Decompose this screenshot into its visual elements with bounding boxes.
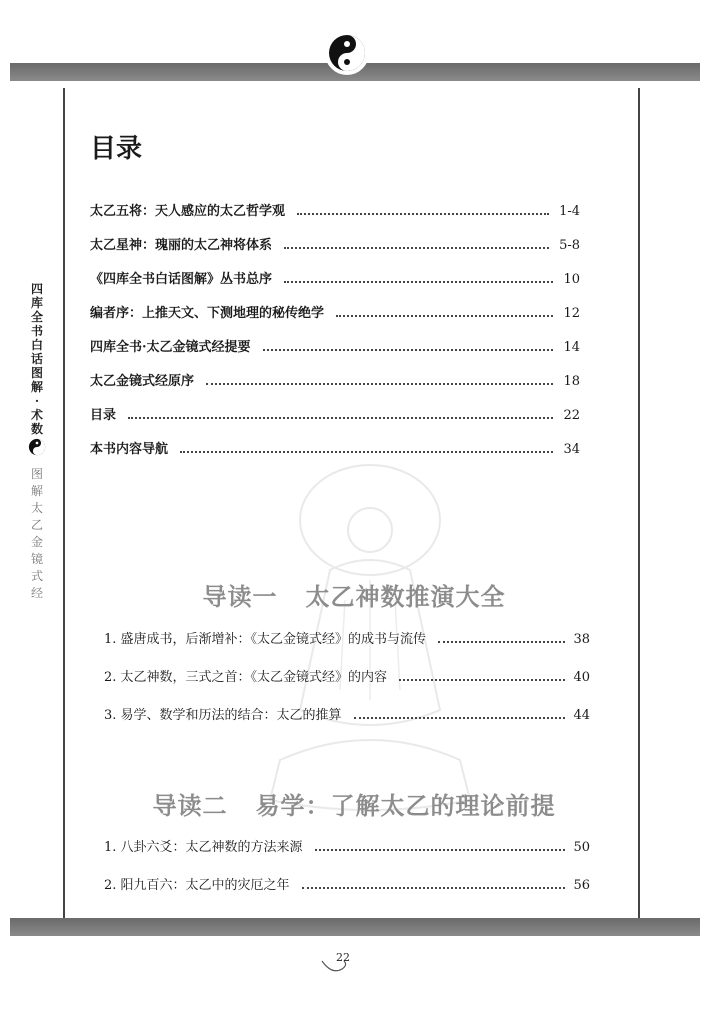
toc-entry-page: 38 <box>573 632 590 647</box>
guide2-heading <box>0 786 708 821</box>
toc-entry-page: 5-8 <box>559 238 580 253</box>
leader-dots <box>284 281 553 283</box>
toc-entry-title: 1. 八卦六爻：太乙神数的方法来源 <box>104 840 303 855</box>
toc-entry[interactable] <box>90 268 580 302</box>
toc-entry[interactable] <box>104 666 590 704</box>
toc-entry-title: 2. 太乙神数，三式之首：《太乙金镜式经》的内容 <box>104 670 388 685</box>
toc-entry-title: 太乙五将：天人感应的太乙哲学观 <box>90 204 286 219</box>
guide1-heading <box>0 577 708 612</box>
toc-entry-title: 1. 盛唐成书，后渐增补：《太乙金镜式经》的成书与流传 <box>104 632 427 647</box>
toc-entry-title: 太乙星神：瑰丽的太乙神将体系 <box>90 238 273 253</box>
yinyang-icon <box>325 31 369 75</box>
toc-entry-title: 四库全书·太乙金镜式经提要 <box>90 340 251 355</box>
guide1-list <box>104 628 590 742</box>
leader-dots <box>180 451 553 453</box>
toc-entry-page: 34 <box>563 442 580 457</box>
toc-entry[interactable] <box>90 302 580 336</box>
guide1-label: 导读一 <box>202 583 278 611</box>
toc-entry[interactable] <box>90 438 580 472</box>
leader-dots <box>206 383 553 385</box>
page-title: 目录 <box>90 134 143 164</box>
footer-band <box>10 918 700 936</box>
leader-dots <box>263 349 554 351</box>
toc-entry-page: 44 <box>573 708 590 723</box>
book-title-vertical: 图 解 太 乙 金 镜 式 经 <box>30 467 43 600</box>
toc-entry-page: 14 <box>563 340 580 355</box>
toc-entry-title: 2. 阳九百六：太乙中的灾厄之年 <box>104 878 290 893</box>
contents-list <box>90 200 580 472</box>
guide2-title: 易学：了解太乙的理论前提 <box>255 792 556 820</box>
toc-entry-page: 40 <box>573 670 590 685</box>
toc-entry-title: 编者序：上推天文、下测地理的秘传绝学 <box>90 306 325 321</box>
guide2-label: 导读二 <box>152 792 228 820</box>
toc-entry-page: 22 <box>563 408 580 423</box>
toc-entry[interactable] <box>104 628 590 666</box>
toc-entry-page: 18 <box>563 374 580 389</box>
toc-entry-page: 50 <box>573 840 590 855</box>
toc-entry[interactable] <box>104 704 590 742</box>
toc-entry-title: 目录 <box>90 408 117 423</box>
toc-entry[interactable] <box>90 234 580 268</box>
leader-dots <box>438 641 565 643</box>
toc-entry[interactable] <box>90 370 580 404</box>
leader-dots <box>284 247 549 249</box>
toc-entry[interactable] <box>90 200 580 234</box>
toc-entry[interactable] <box>90 404 580 438</box>
leader-dots <box>399 679 565 681</box>
guide2-list <box>104 836 590 912</box>
leader-dots <box>297 213 549 215</box>
leader-dots <box>336 315 553 317</box>
leader-dots <box>128 417 553 419</box>
toc-entry-page: 1-4 <box>559 204 580 219</box>
toc-entry-title: 《四库全书白话图解》丛书总序 <box>90 272 273 287</box>
toc-entry-page: 12 <box>563 306 580 321</box>
toc-entry[interactable] <box>90 336 580 370</box>
leader-dots <box>302 887 566 889</box>
toc-entry-page: 10 <box>563 272 580 287</box>
toc-entry[interactable] <box>104 874 590 912</box>
guide1-title: 太乙神数推演大全 <box>305 583 506 611</box>
toc-entry-page: 56 <box>573 878 590 893</box>
toc-entry-title: 本书内容导航 <box>90 442 169 457</box>
leader-dots <box>354 717 566 719</box>
page-number: 22 <box>336 951 350 964</box>
series-title-vertical: 四 库 全 书 白 话 图 解 · 术 数 <box>30 282 43 436</box>
toc-entry-title: 太乙金镜式经原序 <box>90 374 195 389</box>
toc-entry-title: 3. 易学、数学和历法的结合：太乙的推算 <box>104 708 342 723</box>
toc-entry[interactable] <box>104 836 590 874</box>
leader-dots <box>315 849 566 851</box>
side-yinyang-icon <box>28 438 46 456</box>
